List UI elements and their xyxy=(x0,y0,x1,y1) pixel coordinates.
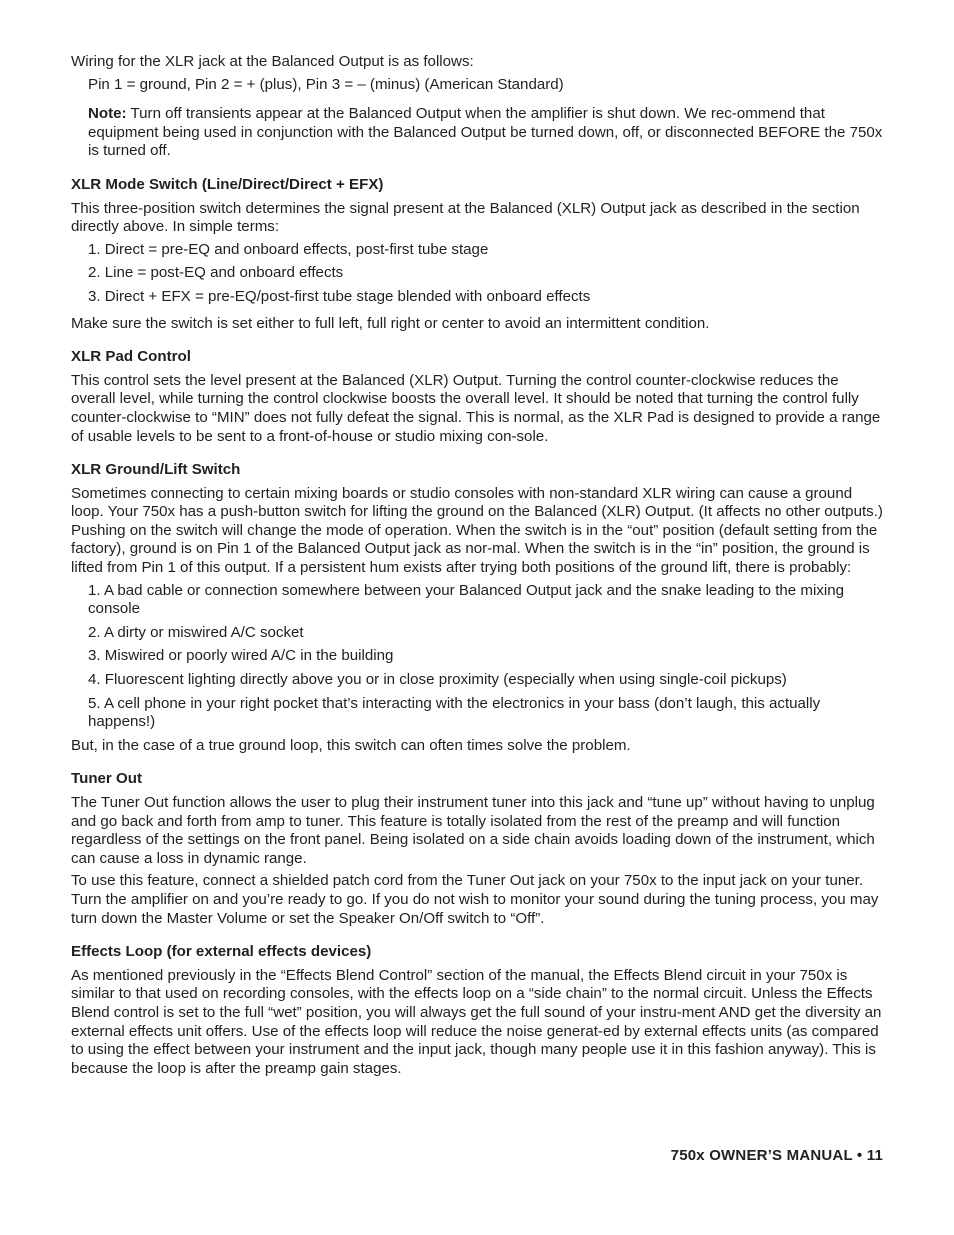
effects-loop-heading: Effects Loop (for external effects devices) xyxy=(71,943,372,961)
wiring-intro: Wiring for the XLR jack at the Balanced Output is as follows: xyxy=(71,53,474,70)
list-item: 1. A bad cable or connection somewhere between your Balanced Output jack and the snake leading to the mixing console xyxy=(88,581,845,618)
ground-lift-intro: Sometimes connecting to certain mixing boards or studio consoles with non-standard XLR wiring can cause a ground loop. Your 750x has a push-button switch for lifting the ground on the Balanced (XLR) Output. (It affects no other outputs.) Pushing on the switch will change the mode of operation. When the switch is in the “out” position (default setting from the factory), ground is on Pin 1 of the Balanced Output jack as nor-mal. When the switch is in the “in” position, the ground is lifted from Pin 1 of this output. If a persistent hum exists after trying both positions of the ground lift, there is probably: xyxy=(71,484,883,577)
note-label: Note: xyxy=(88,105,127,123)
list-item: 2. A dirty or miswired A/C socket xyxy=(88,623,304,641)
xlr-mode-outro: Make sure the switch is set either to full left, full right or center to avoid an intermittent condition. xyxy=(71,314,710,332)
xlr-pad-section xyxy=(71,348,883,446)
list-item: 3. Miswired or poorly wired A/C in the building xyxy=(88,647,394,665)
tuner-out-paragraph-2: To use this feature, connect a shielded patch cord from the Tuner Out jack on your 750x to the input jack on your tuner. Turn the amplifier on and you’re ready to go. If you do not wish to monitor your sound during the tuning process, you may turn down the Master Volume or set the Speaker On/Off switch to “Off”. xyxy=(71,872,879,927)
note-paragraph xyxy=(71,105,883,161)
page-footer: 750x OWNER’S MANUAL • 11 xyxy=(670,1147,883,1164)
list-item: 5. A cell phone in your right pocket that’s interacting with the electronics in your bass (don’t laugh, this actually happens!) xyxy=(88,694,821,731)
xlr-mode-list xyxy=(71,241,883,307)
xlr-mode-section xyxy=(71,176,883,333)
effects-loop-section xyxy=(71,943,883,1078)
effects-loop-body: As mentioned previously in the “Effects Blend Control” section of the manual, the Effects Blend circuit in your 750x is similar to that used on recording consoles, with the effects loop on a “side chain” to the normal circuit. Unless the Effects Blend control is set to the full “wet” position, you will always get the full sound of your instru-ment AND get the diversity an external effects unit offers. Use of the effects loop will reduce the noise generat-ed by external effects units (as compared to using the effect between your instrument and the input jack, though many people use it in this fashion anyway). This is because the loop is after the preamp gain stages. xyxy=(71,966,882,1077)
xlr-mode-heading: XLR Mode Switch (Line/Direct/Direct + EFX) xyxy=(71,175,384,193)
list-item: 3. Direct + EFX = pre-EQ/post-first tube stage blended with onboard effects xyxy=(88,287,591,305)
list-item: 1. Direct = pre-EQ and onboard effects, post-first tube stage xyxy=(88,240,489,258)
pin-assignment: Pin 1 = ground, Pin 2 = + (plus), Pin 3 = – (minus) (American Standard) xyxy=(88,75,564,93)
ground-lift-section xyxy=(71,461,883,755)
ground-lift-heading: XLR Ground/Lift Switch xyxy=(71,461,241,479)
note-text: Turn off transients appear at the Balanced Output when the amplifier is shut down. We rec-ommend that equipment being used in conjunction with the Balanced Output be turned down, off, or disconnected BEFORE the 750x is turned off. xyxy=(88,105,883,160)
ground-lift-list xyxy=(71,582,883,732)
tuner-out-section xyxy=(71,770,883,928)
tuner-out-heading: Tuner Out xyxy=(71,770,142,788)
list-item: 4. Fluorescent lighting directly above you or in close proximity (especially when using single-coil pickups) xyxy=(88,671,787,689)
ground-lift-outro: But, in the case of a true ground loop, this switch can often times solve the problem. xyxy=(71,736,631,754)
page-content xyxy=(71,53,883,1078)
xlr-mode-intro: This three-position switch determines the signal present at the Balanced (XLR) Output jack as described in the section directly above. In simple terms: xyxy=(71,199,860,236)
tuner-out-paragraph-1: The Tuner Out function allows the user to plug their instrument tuner into this jack and “tune up” without having to unplug and go back and forth from amp to tuner. This feature is totally isolated from the rest of the preamp and will function regardless of the settings on the front panel. Being isolated on a side chain avoids loading down of the instrument, which can cause a loss in dynamic range. xyxy=(71,794,875,867)
xlr-pad-body: This control sets the level present at the Balanced (XLR) Output. Turning the control counter-clockwise reduces the overall level, while turning the control clockwise boosts the overall level. It should be noted that turning the control fully counter-clockwise to “MIN” does not fully defeat the signal. This is normal, as the XLR Pad is designed to provide a range of usable levels to be sent to a front-of-house or studio mixing con-sole. xyxy=(71,371,881,445)
balanced-output-wiring-section xyxy=(71,53,883,161)
xlr-pad-heading: XLR Pad Control xyxy=(71,348,191,366)
list-item: 2. Line = post-EQ and onboard effects xyxy=(88,264,344,282)
